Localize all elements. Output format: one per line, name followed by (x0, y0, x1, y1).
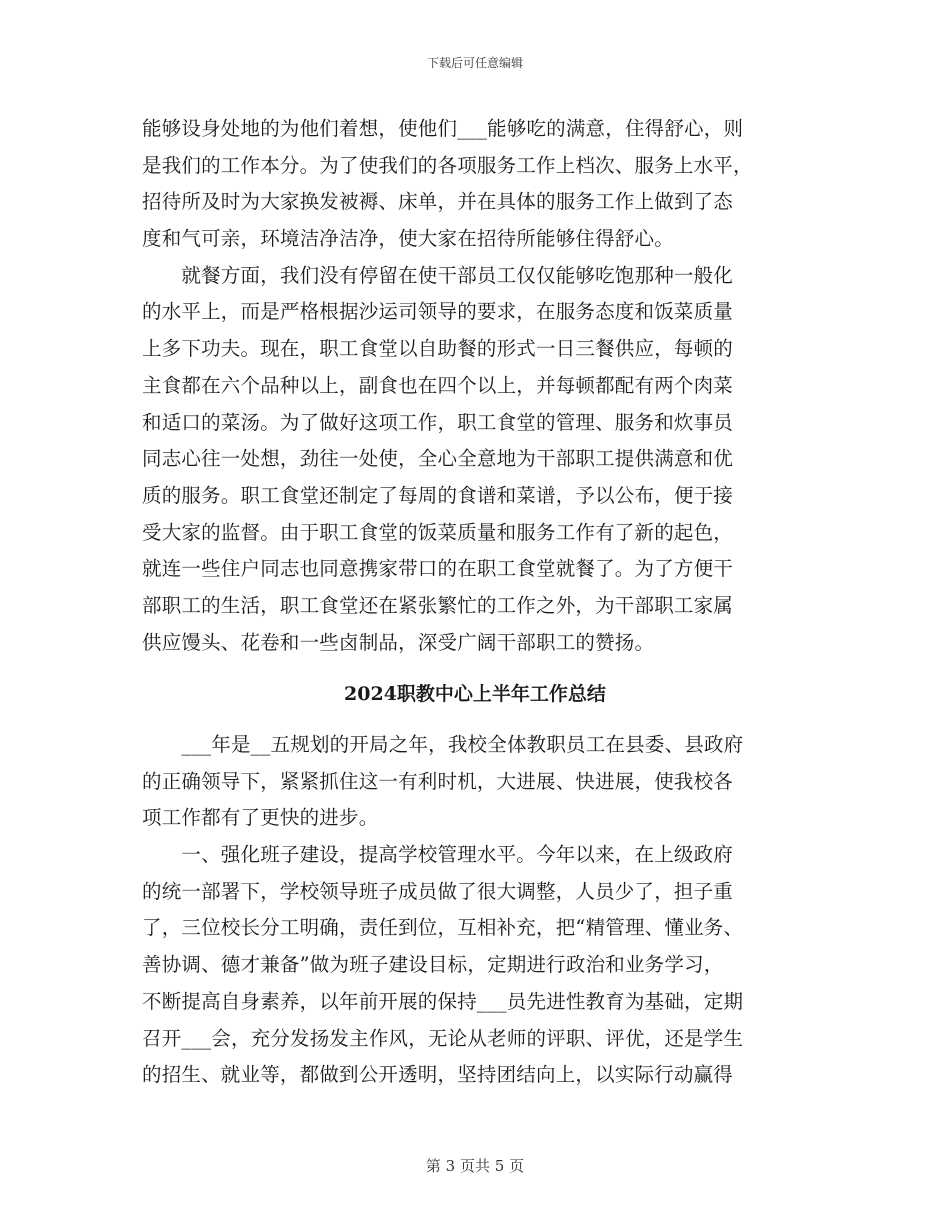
section-1-body (142, 111, 832, 661)
paragraph-line: 的统一部署下，学校领导班子成员做了很大调整，人员少了，担子重 (142, 879, 734, 903)
paragraph-line: 一、强化班子建设，提高学校管理水平。今年以来，在上级政府 (142, 843, 734, 867)
paragraph-line: 主食都在六个品种以上，副食也在四个以上，并每顿都配有两个肉菜 (142, 373, 734, 397)
paragraph-line: 就餐方面，我们没有停留在使干部员工仅仅能够吃饱那种一般化 (142, 263, 734, 287)
document-title: 2024职教中心上半年工作总结 (344, 683, 606, 705)
paragraph-line: 善协调、德才兼备”做为班子建设目标，定期进行政治和业务学习， (142, 953, 724, 977)
paragraph-line: 受大家的监督。由于职工食堂的饭菜质量和服务工作有了新的起色， (142, 520, 734, 544)
paragraph-line: 是我们的工作本分。为了使我们的各项服务工作上档次、服务上水平， (142, 153, 753, 177)
paragraph-line: 招待所及时为大家换发被褥、床单，并在具体的服务工作上做到了态 (142, 190, 734, 214)
paragraph-line: 了，三位校长分工明确，责任到位，互相补充，把“精管理、懂业务、 (142, 916, 744, 940)
paragraph-line: 召开___会，充分发扬发主作风，无论从老师的评职、评优，还是学生 (142, 1026, 744, 1050)
paragraph-line: 上多下功夫。现在，职工食堂以自助餐的形式一日三餐供应，每顿的 (142, 337, 734, 361)
page-footer: 第 3 页共 5 页 (425, 1157, 525, 1175)
paragraph-line: 项工作都有了更快的进步。 (142, 806, 379, 830)
paragraph-line: 同志心往一处想，劲往一处使，全心全意地为干部职工提供满意和优 (142, 447, 734, 471)
paragraph-line: 不断提高自身素养，以年前开展的保持___员先进性教育为基础，定期 (142, 989, 744, 1013)
section-2-body (142, 727, 832, 1094)
paragraph-line: 度和气可亲，环境洁净洁净，使大家在招待所能够住得舒心。 (142, 227, 674, 251)
paragraph-line: 就连一些住户同志也同意携家带口的在职工食堂就餐了。为了方便干 (142, 557, 734, 581)
paragraph-line: 供应馒头、花卷和一些卤制品，深受广阔干部职工的赞扬。 (142, 630, 655, 654)
paragraph-line: 能够设身处地的为他们着想，使他们___能够吃的满意，住得舒心，则 (142, 117, 744, 140)
paragraph-line: 的正确领导下，紧紧抓住这一有利时机，大进展、快进展，使我校各 (142, 769, 734, 793)
paragraph-line: 的招生、就业等，都做到公开透明，坚持团结向上，以实际行动赢得 (142, 1063, 734, 1087)
paragraph-line: 和适口的菜汤。为了做好这项工作，职工食堂的管理、服务和炊事员 (142, 410, 734, 434)
paragraph-line: 的水平上，而是严格根据沙运司领导的要求，在服务态度和饭菜质量 (142, 300, 734, 324)
paragraph-line: 质的服务。职工食堂还制定了每周的食谱和菜谱，予以公布，便于接 (142, 483, 734, 507)
paragraph-line: ___年是__五规划的开局之年，我校全体教职员工在县委、县政府 (142, 733, 744, 756)
page-header: 下载后可任意编辑 (426, 56, 523, 70)
paragraph-line: 部职工的生活，职工食堂还在紧张繁忙的工作之外，为干部职工家属 (142, 593, 734, 617)
